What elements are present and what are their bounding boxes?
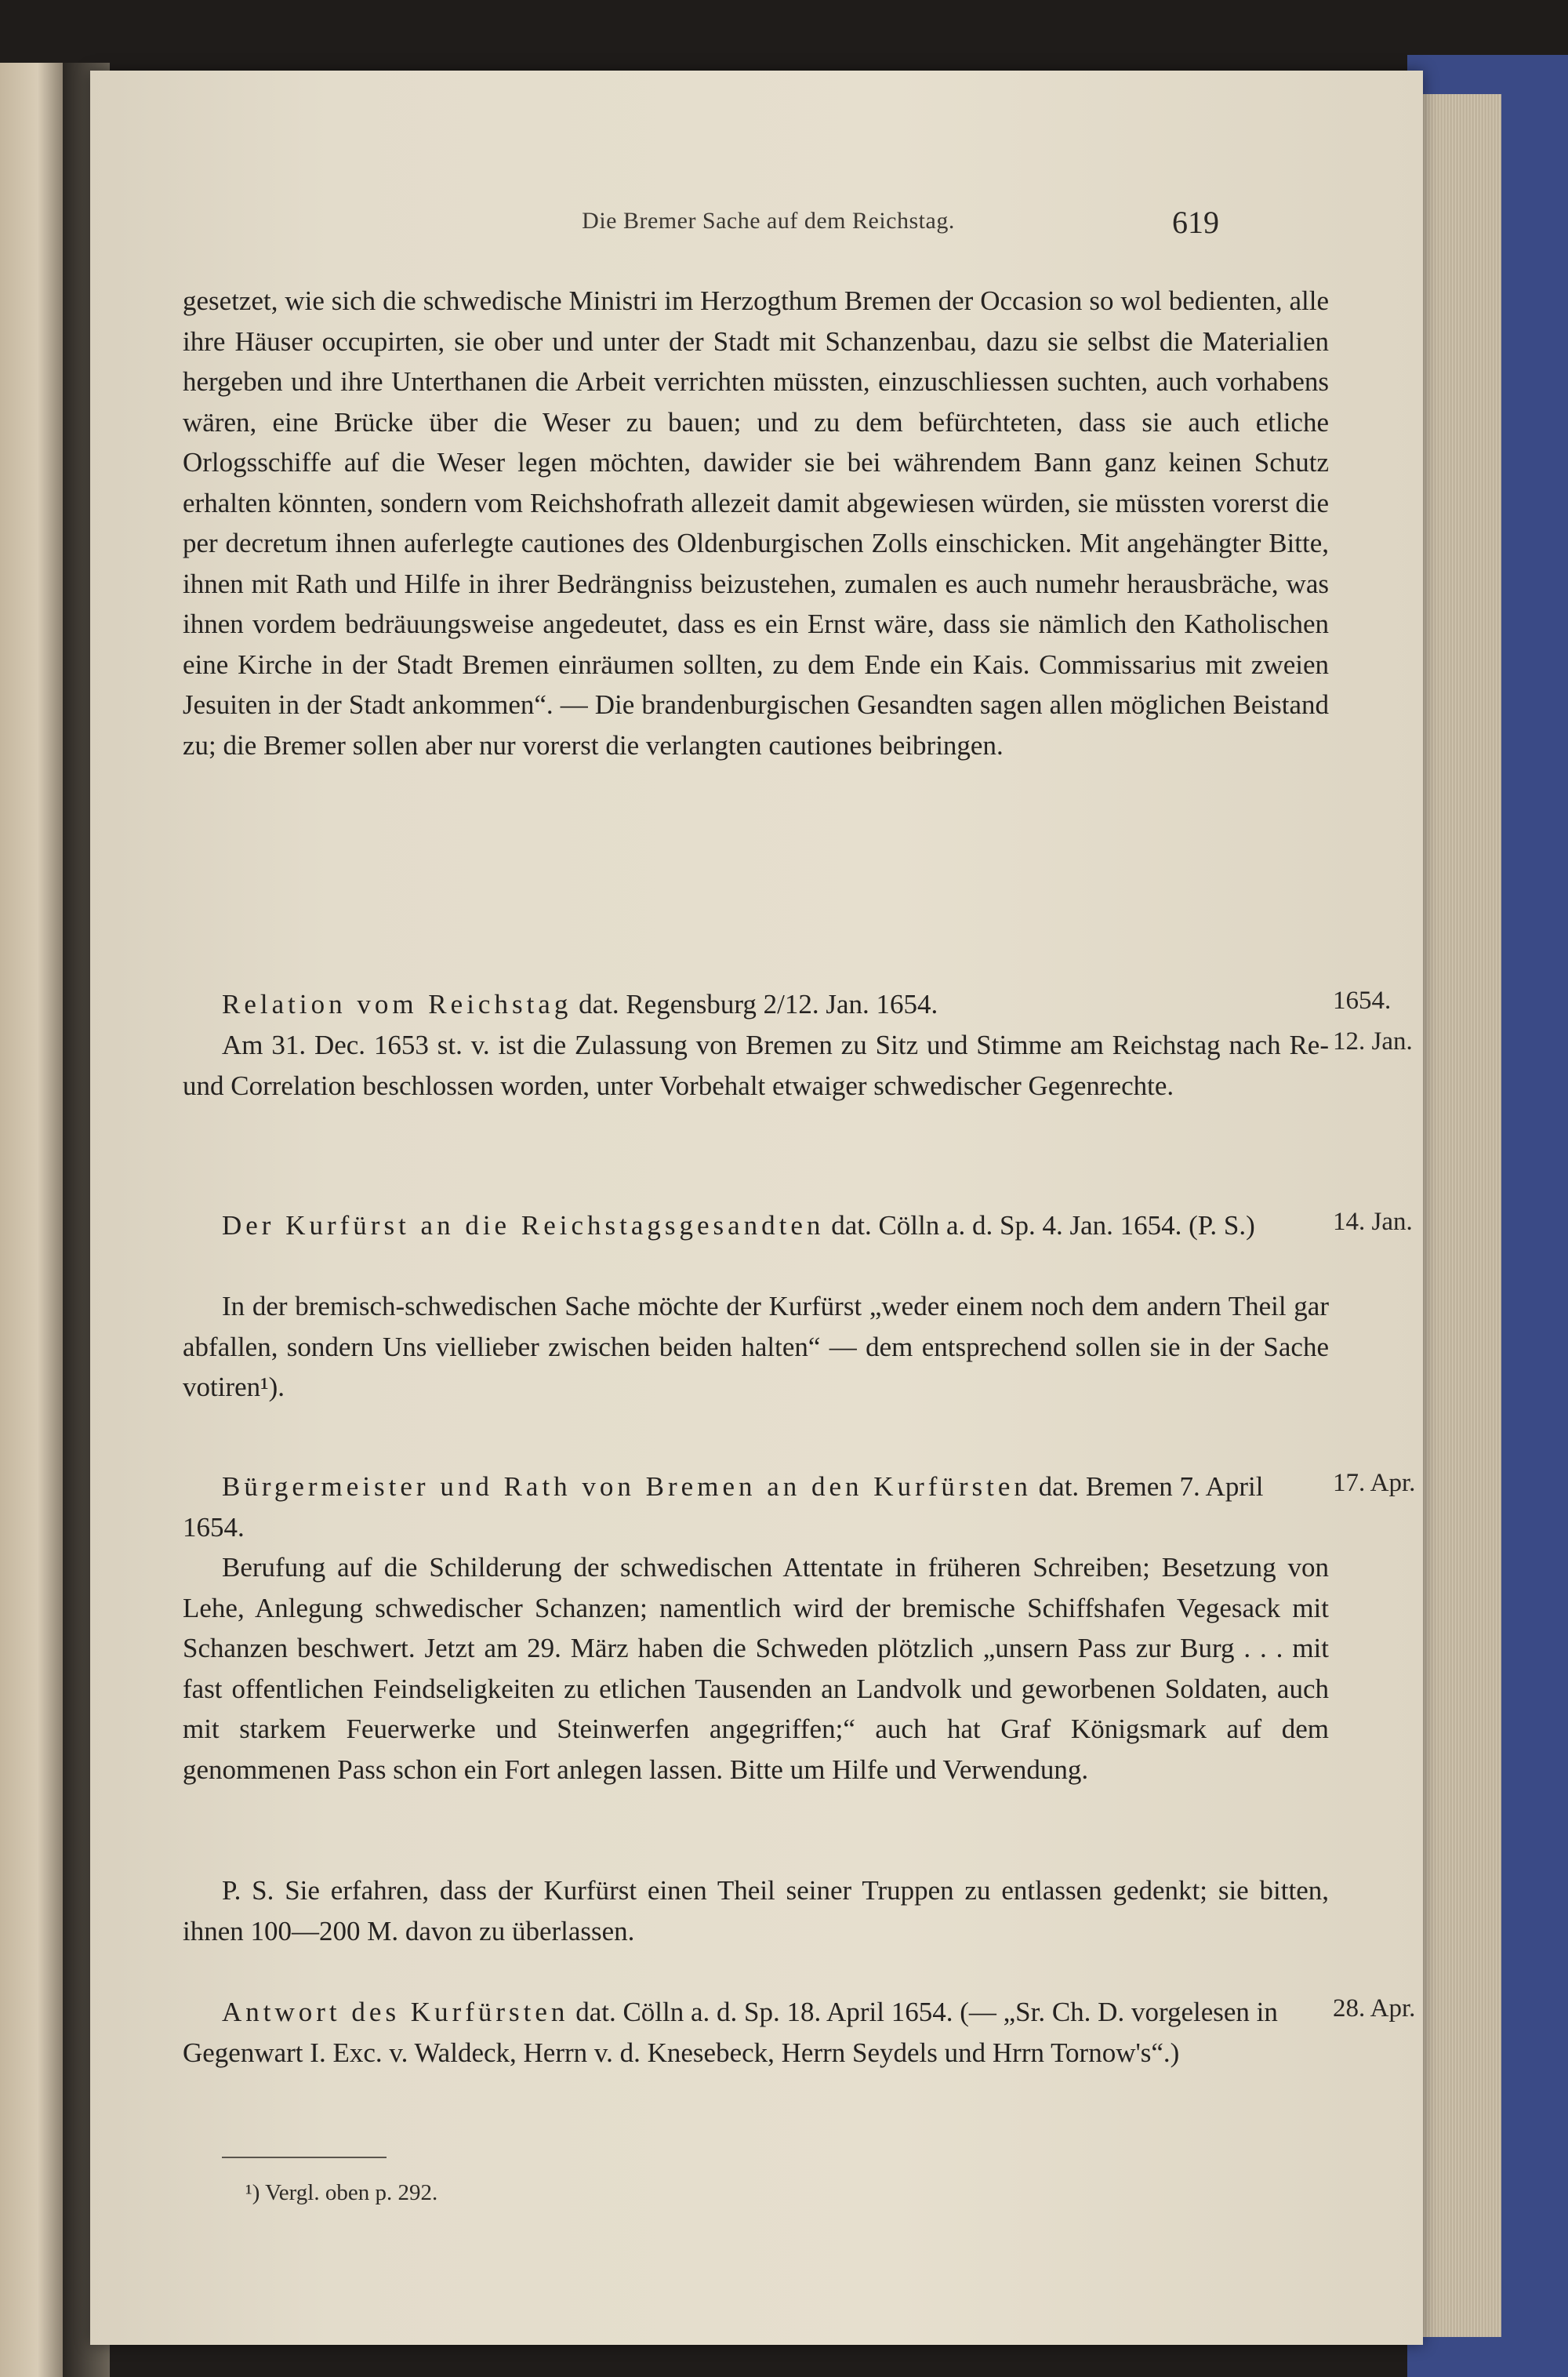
margin-date-28-apr: 28. Apr. (1333, 1994, 1416, 2023)
entry-heading-antwort (183, 1992, 1329, 2073)
margin-year: 1654. (1333, 987, 1392, 1015)
entry-postscript-bremen: P. S. Sie erfahren, dass der Kurfürst einen Theil seiner Truppen zu entlassen gedenkt; sie bitten, ihnen 100—200 M. davon zu überlassen. (183, 1875, 1329, 1946)
margin-date-14-jan: 14. Jan. (1333, 1208, 1413, 1236)
book-page (90, 71, 1423, 2345)
entry-body-kurfuerst: In der bremisch-schwedischen Sache möchte der Kurfürst „weder einem noch dem andern Theil gar abfallen, sondern Uns viellieber zwischen beiden halten“ — dem entsprechend sollen sie in der Sache votiren¹). (183, 1291, 1329, 1402)
entry-heading-date: dat. Regensburg 2/12. Jan. 1654. (572, 989, 938, 1019)
page-stack-edges (1415, 94, 1501, 2337)
running-head: Die Bremer Sache auf dem Reichstag. (582, 208, 955, 234)
page-content (90, 71, 1423, 2345)
body-paragraph-continued: gesetzet, wie sich die schwedische Ministri im Herzogthum Bremen der Occasion so wol bedienten, alle ihre Häuser occupirten, sie ober und unter der Stadt mit Schanzenbau, dazu sie selbst die Materialien hergeben und ihre Unterthanen die Arbeit verrichten müssten, einzuschliessen suchten, auch vorhabens wären, eine Brücke über die Weser zu bauen; und zu dem befürchteten, dass sie auch etliche Orlogsschiffe auf die Weser legen möchten, dawider sie bei währendem Bann ganz keinen Schutz erhalten könnten, sondern vom Reichshofrath allezeit damit abgewiesen würden, sie müssten vorerst die per decretum ihnen auferlegte cautiones des Oldenburgischen Zolls einschicken. Mit angehängter Bitte, ihnen mit Rath und Hilfe in ihrer Bedrängniss beizustehen, zumalen es auch numehr herausbräche, was ihnen vordem bedräuungsweise angedeutet, dass es ein Ernst wäre, dass sie nämlich den Katholischen eine Kirche in der Stadt Bremen einräumen sollten, zu dem Ende ein Kais. Commissarius mit zweien Jesuiten in der Stadt ankommen“. — Die brandenburgischen Gesandten sagen allen möglichen Beistand zu; die Bremer sollen aber nur vorerst die verlangten cautiones beibringen. (183, 285, 1329, 761)
entry-heading-title: Relation vom Reichstag (222, 989, 572, 1019)
entry-heading-title: Bürgermeister und Rath von Bremen an den Kurfürsten (222, 1471, 1032, 1502)
entry-heading-date: dat. Cölln a. d. Sp. 18. April 1654. (— „Sr. Ch. D. vorgelesen in Gegenwart I. Exc. v. Waldeck, Herrn v. d. Knesebeck, Herrn Seydels und Hrrn Tornow's“.) (183, 1997, 1278, 2068)
entry-heading-relation (222, 984, 1329, 1025)
entry-heading-date: dat. Cölln a. d. Sp. 4. Jan. 1654. (P. S.) (824, 1210, 1255, 1241)
footnote-rule (222, 2157, 387, 2158)
entry-heading-title: Der Kurfürst an die Reichstagsgesandten (222, 1210, 825, 1241)
footnote: ¹) Vergl. oben p. 292. (245, 2180, 438, 2205)
left-page-edge (0, 63, 63, 2377)
entry-heading-date: dat. Bremen 7. April 1654. (183, 1471, 1264, 1543)
margin-date-12-jan: 12. Jan. (1333, 1027, 1413, 1056)
entry-heading-title: Antwort des Kurfürsten (222, 1997, 569, 2027)
entry-body-relation: Am 31. Dec. 1653 st. v. ist die Zulassung von Bremen zu Sitz und Stimme am Reichstag nach Re- und Correlation beschlossen worden, unter Vorbehalt etwaiger schwedischer Gegenrechte. (183, 1030, 1329, 1101)
entry-heading-bremen (183, 1467, 1329, 1547)
page-number: 619 (1172, 205, 1219, 240)
entry-heading-kurfuerst (183, 1205, 1329, 1246)
margin-date-17-apr: 17. Apr. (1333, 1469, 1416, 1497)
entry-body-bremen: Berufung auf die Schilderung der schwedischen Attentate in früheren Schreiben; Besetzung von Lehe, Anlegung schwedischer Schanzen; namentlich wird der bremische Schiffshafen Vegesack mit Schanzen beschwert. Jetzt am 29. März haben die Schweden plötzlich „unsern Pass zur Burg . . . mit fast offentlichen Feindseligkeiten zu etlichen Tausenden an Landvolk und geworbenen Soldaten, auch mit starkem Feuerwerke und Steinwerfen angegriffen;“ auch hat Graf Königsmark auf dem genommenen Pass schon ein Fort anlegen lassen. Bitte um Hilfe und Verwendung. (183, 1552, 1329, 1785)
